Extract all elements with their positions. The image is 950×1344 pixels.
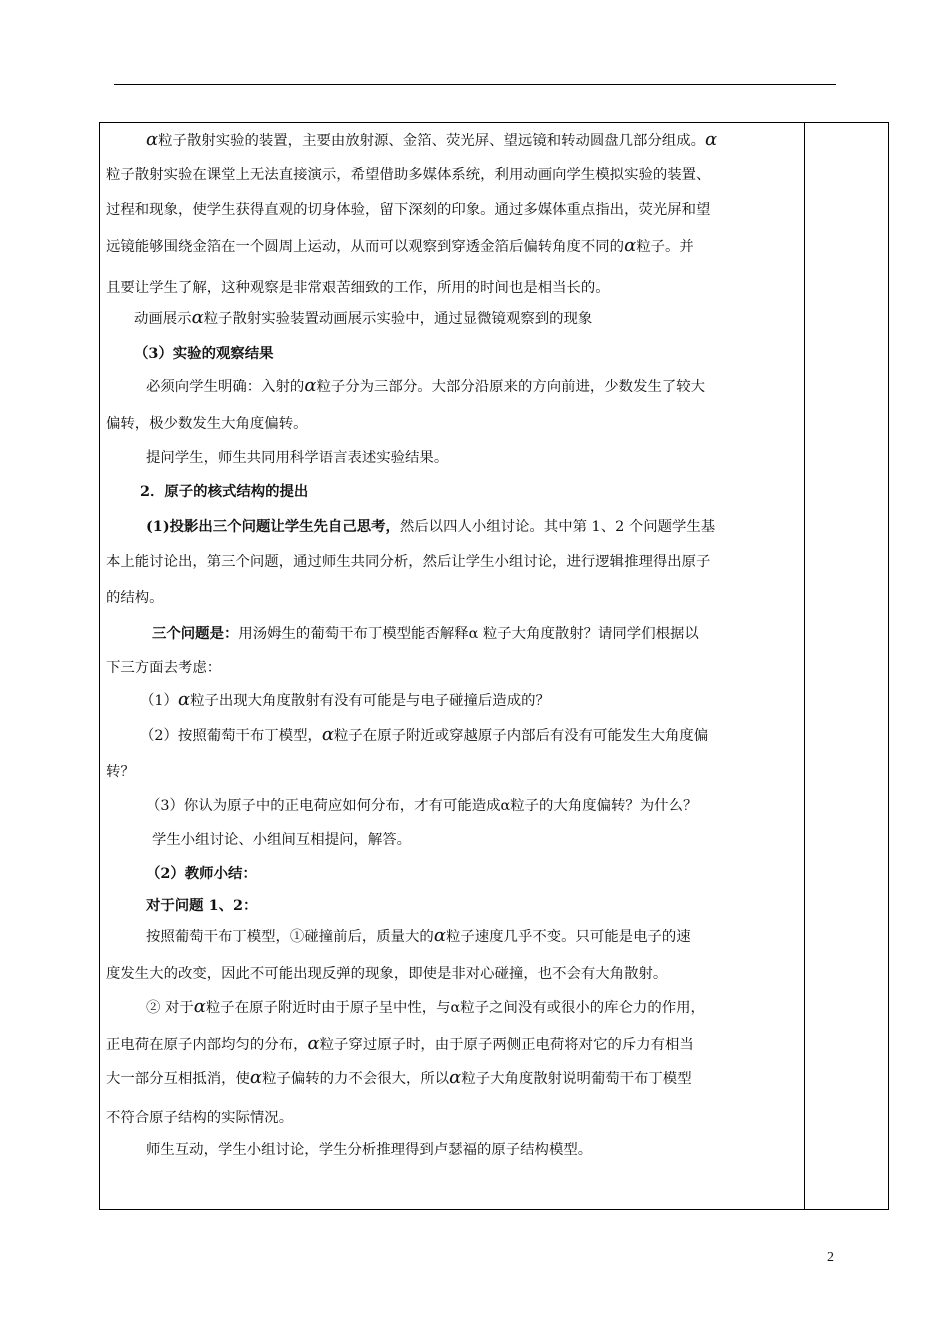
table-column-divider xyxy=(804,122,805,1210)
paragraph-line: 远镜能够围绕金箔在一个圆周上运动，从而可以观察到穿透金箔后偏转角度不同的α粒子。并 xyxy=(106,235,694,256)
paragraph-line: 粒子散射实验在课堂上无法直接演示，希望借助多媒体系统，利用动画向学生模拟实验的装置、 xyxy=(106,167,711,183)
paragraph-line: 师生互动，学生小组讨论，学生分析推理得到卢瑟福的原子结构模型。 xyxy=(146,1142,593,1158)
paragraph-line: 正电荷在原子内部均匀的分布，α粒子穿过原子时，由于原子两侧正电荷将对它的斥力有相当 xyxy=(106,1033,694,1054)
paragraph-line: 大一部分互相抵消，使α粒子偏转的力不会很大，所以α粒子大角度散射说明葡萄干布丁模型 xyxy=(106,1067,692,1088)
paragraph-line: ② 对于α粒子在原子附近时由于原子呈中性，与α粒子之间没有或很小的库仑力的作用， xyxy=(146,996,705,1017)
paragraph-line: 的结构。 xyxy=(106,590,164,606)
paragraph-line: 提问学生，师生共同用科学语言表述实验结果。 xyxy=(146,450,449,466)
paragraph-line: 动画展示α粒子散射实验装置动画展示实验中，通过显微镜观察到的现象 xyxy=(134,307,593,328)
paragraph-line: 学生小组讨论、小组间互相提问，解答。 xyxy=(152,832,412,848)
section-heading: （2）教师小结： xyxy=(146,865,257,882)
paragraph-line: 转？ xyxy=(106,764,135,780)
section-heading: 对于问题 1、2： xyxy=(146,897,258,914)
section-heading: 2．原子的核式结构的提出 xyxy=(140,483,309,500)
paragraph-line: 三个问题是：用汤姆生的葡萄干布丁模型能否解释α 粒子大角度散射？请同学们根据以 xyxy=(152,625,699,642)
paragraph-line: 过程和现象，使学生获得直观的切身体验，留下深刻的印象。通过多媒体重点指出，荧光屏和望 xyxy=(106,202,711,218)
page-number: 2 xyxy=(827,1250,834,1265)
paragraph-line: 不符合原子结构的实际情况。 xyxy=(106,1110,294,1126)
paragraph-line: 下三方面去考虑： xyxy=(106,660,222,676)
question-1: （1）α粒子出现大角度散射有没有可能是与电子碰撞后造成的？ xyxy=(140,689,550,710)
paragraph-line: 按照葡萄干布丁模型，①碰撞前后，质量大的α粒子速度几乎不变。只可能是电子的速 xyxy=(146,925,691,946)
section-heading: （3）实验的观察结果 xyxy=(134,345,274,362)
question-2: （2）按照葡萄干布丁模型，α粒子在原子附近或穿越原子内部后有没有可能发生大角度偏 xyxy=(140,724,709,745)
paragraph-line: 必须向学生明确：入射的α粒子分为三部分。大部分沿原来的方向前进，少数发生了较大 xyxy=(146,375,706,396)
paragraph-line: 度发生大的改变，因此不可能出现反弹的现象，即使是非对心碰撞，也不会有大角散射。 xyxy=(106,966,668,982)
paragraph-line: 且要让学生了解，这种观察是非常艰苦细致的工作，所用的时间也是相当长的。 xyxy=(106,280,610,296)
paragraph-line: 偏转，极少数发生大角度偏转。 xyxy=(106,416,308,432)
header-rule xyxy=(114,84,836,85)
question-3: （3）你认为原子中的正电荷应如何分布，才有可能造成α粒子的大角度偏转？为什么？ xyxy=(146,798,698,814)
paragraph-line: 本上能讨论出，第三个问题，通过师生共同分析，然后让学生小组讨论，进行逻辑推理得出原子 xyxy=(106,554,711,570)
paragraph-line: α粒子散射实验的装置，主要由放射源、金箔、荧光屏、望远镜和转动圆盘几部分组成。α xyxy=(146,129,718,150)
paragraph-line: (1)投影出三个问题让学生先自己思考，然后以四人小组讨论。其中第 1、2 个问题学生基 xyxy=(146,518,716,535)
